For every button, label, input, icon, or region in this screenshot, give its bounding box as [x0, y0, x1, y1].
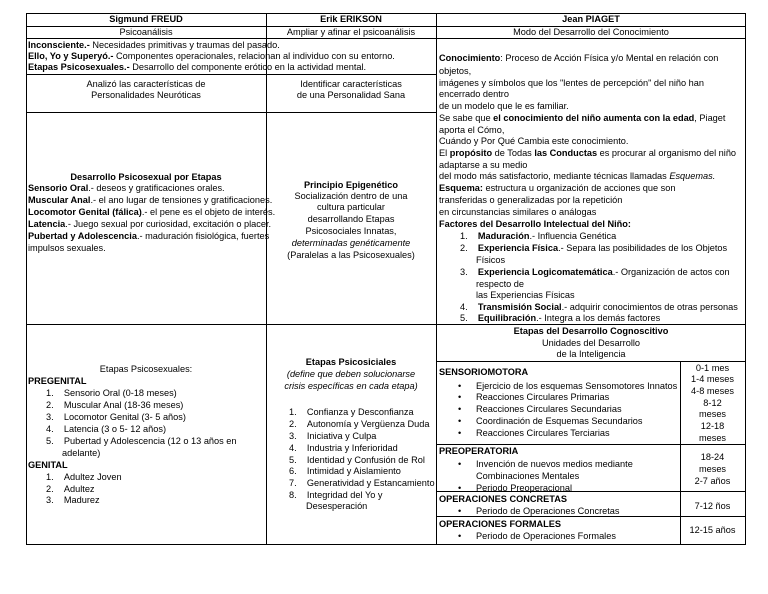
rule [436, 444, 746, 445]
stage-age: 12-15 años [689, 525, 736, 535]
freud-dev-item: Locomotor Genital (fálica).- el pene es el objeto de interés. [28, 207, 276, 217]
rule [745, 13, 746, 545]
piaget-factor: 1. Maduración.- Influencia Genética [460, 231, 617, 241]
stage-age: 4-8 meses [691, 386, 734, 396]
rule [26, 324, 746, 325]
piaget-factors-title: Factores del Desarrollo Intelectual del Niño: [439, 219, 631, 229]
erikson-stage-item: 1. Confianza y Desconfianza [289, 407, 414, 417]
erikson-stage-item: Desesperación [306, 501, 368, 511]
erikson-stages-sub: crisis específicas en cada etapa) [284, 381, 418, 391]
stage-item: • Reacciones Circulares Terciarias [476, 428, 610, 439]
freud-stage-group: GENITAL [28, 460, 68, 470]
erikson-principle-line: (Paralelas a las Psicosexuales) [287, 250, 415, 260]
erikson-stages-sub: (define que deben solucionarse [286, 369, 416, 379]
freud-concept: Ello, Yo y Superyó.- Componentes operacionales, relacionan al individuo con su entorno. [28, 51, 395, 61]
piaget-text: en circunstancias similares o análogas [439, 207, 597, 217]
piaget-factor: respecto de [476, 279, 525, 289]
freud-stage-item: 2. Muscular Anal (18-36 meses) [46, 400, 184, 410]
rule [26, 74, 436, 75]
piaget-text: Cuándo y Por Qué Cambia este conocimiento. [439, 136, 629, 146]
erikson-principle-line: Socialización dentro de una [294, 191, 408, 201]
erikson-stage-item: 4. Industria y Inferioridad [289, 443, 398, 453]
stage-age: 18-24 [700, 452, 725, 462]
stage-age: 1-4 meses [691, 374, 734, 384]
freud-stage-item: 3. Locomotor Genital (3- 5 años) [46, 412, 186, 422]
header-erikson: Erik ERIKSON [320, 14, 382, 24]
piaget-text: El propósito de Todas las Conductas es procurar al organismo del niño [439, 148, 737, 158]
stage-item: • Invención de nuevos medios mediante [476, 459, 633, 470]
stage-age: meses [698, 433, 727, 443]
subheader-erikson: Ampliar y afinar el psicoanálisis [286, 27, 416, 37]
rule [26, 38, 746, 39]
piaget-stages-title: de la Inteligencia [556, 349, 626, 359]
stage-age: 0-1 mes [695, 363, 730, 373]
freud-dev-title: Desarrollo Psicosexual por Etapas [70, 172, 222, 182]
rule [436, 13, 437, 545]
stage-age: 7-12 ños [694, 501, 731, 511]
stage-concretas: OPERACIONES CONCRETAS [439, 494, 567, 504]
piaget-text: del modo más satisfactorio, mediante técnicas llamadas Esquemas. [439, 171, 716, 181]
stage-age: meses [698, 409, 727, 419]
stage-age: 2-7 años [694, 476, 731, 486]
freud-concept: Inconsciente.- Necesidades primitivas y traumas del pasado. [28, 40, 280, 50]
freud-stage-item: 3. Madurez [46, 495, 100, 505]
erikson-principle-line: cultura particular [317, 202, 385, 212]
stage-preoperatoria: PREOPERATORIA [439, 446, 519, 456]
piaget-factor: 4. Transmisión Social.- adquirir conocimientos de otras personas [460, 302, 738, 312]
freud-stage-item: adelante) [62, 448, 101, 458]
stage-age: 12-18 [700, 421, 725, 431]
freud-stage-item: 2. Adultez [46, 484, 95, 494]
freud-concept: Etapas Psicosexuales.- Desarrollo del componente erótico en la actividad mental. [28, 62, 367, 72]
freud-stage-group: PREGENITAL [28, 376, 87, 386]
piaget-text: imágenes y símbolos que los "lentes de percepción" del niño han [439, 78, 704, 88]
stage-item: • Reacciones Circulares Secundarias [476, 404, 622, 415]
header-freud: Sigmund FREUD [109, 14, 183, 24]
header-piaget: Jean PIAGET [562, 14, 620, 24]
stage-item: Combinaciones Mentales [476, 471, 580, 481]
stage-item: • Periodo de Operaciones Concretas [476, 506, 620, 517]
stage-item: • Ejercicio de los esquemas Sensomotores Innatos [476, 381, 677, 392]
piaget-stages-title: Etapas del Desarrollo Cognoscitivo [513, 326, 669, 336]
erikson-principle-line: Psicosociales Innatas, [305, 226, 397, 236]
stage-item: • Reacciones Circulares Primarias [476, 392, 609, 403]
stage-item: • Periodo de Operaciones Formales [476, 531, 616, 542]
freud-stage-item: 4. Latencia (3 o 5- 12 años) [46, 424, 167, 434]
erikson-stage-item: 3. Iniciativa y Culpa [289, 431, 377, 441]
piaget-factor: Físicos [476, 255, 506, 265]
piaget-text: Se sabe que el conocimiento del niño aumenta con la edad, Piaget [439, 113, 726, 123]
piaget-text: Esquema: estructura u organización de acciones que son [439, 183, 676, 193]
piaget-stages-title: Unidades del Desarrollo [541, 338, 641, 348]
piaget-text: objetos, [439, 66, 472, 76]
piaget-text: encerrado dentro [439, 89, 509, 99]
stage-age: meses [698, 464, 727, 474]
subheader-freud: Psicoanálisis [119, 27, 173, 37]
piaget-factor: 2. Experiencia Física.- Separa las posibilidades de los Objetos [460, 243, 728, 253]
freud-stage-item: 5. Pubertad y Adolescencia (12 o 13 años en [46, 436, 237, 446]
erikson-stages-title: Etapas Psicosiciales [305, 357, 397, 367]
piaget-text: transferidas o generalizadas por la repetición [439, 195, 623, 205]
freud-dev-item: Latencia.- Juego sexual por curiosidad, excitación o placer. [28, 219, 272, 229]
rule [26, 544, 746, 545]
erikson-principle-line: determinadas genéticamente [291, 238, 411, 248]
erikson-stage-item: 7. Generatividad y Estancamiento [289, 478, 435, 488]
piaget-text: de un modelo que le es familiar. [439, 101, 569, 111]
stage-item: • Periodo Preoperacional [476, 483, 572, 494]
erikson-stage-item: 5. Identidad y Confusión de Rol [289, 455, 425, 465]
piaget-factor: las Experiencias Físicas [476, 290, 575, 300]
piaget-text: adaptarse a su medio [439, 160, 528, 170]
freud-dev-item: Muscular Anal.- el ano lugar de tensiones y gratificaciones. [28, 195, 273, 205]
freud-dev-item: impulsos sexuales. [28, 243, 106, 253]
freud-stage-item: 1. Sensorio Oral (0-18 meses) [46, 388, 177, 398]
rule [436, 361, 746, 362]
erikson-principle-title: Principio Epigenético [304, 180, 398, 190]
erikson-stage-item: 6. Intimidad y Aislamiento [289, 466, 401, 476]
piaget-text: aporta el Cómo, [439, 125, 505, 135]
piaget-factor: 3. Experiencia Logicomatemática.- Organización de actos con [460, 267, 730, 277]
subheader-piaget: Modo del Desarrollo del Conocimiento [513, 27, 669, 37]
freud-analysis: Personalidades Neuróticas [91, 90, 201, 100]
piaget-text: Conocimiento: Proceso de Acción Física y/o Mental en relación con [439, 53, 719, 63]
erikson-analysis: de una Personalidad Sana [296, 90, 406, 100]
freud-dev-item: Sensorio Oral.- deseos y gratificaciones orales. [28, 183, 225, 193]
freud-dev-item: Pubertad y Adolescencia.- maduración fisiológica, fuertes [28, 231, 270, 241]
stage-formales: OPERACIONES FORMALES [439, 519, 561, 529]
erikson-principle-line: desarrollando Etapas [307, 214, 395, 224]
stage-sensoriomotora: SENSORIOMOTORA [439, 367, 529, 377]
stage-item: • Coordinación de Esquemas Secundarios [476, 416, 643, 427]
freud-stage-item: 1. Adultez Joven [46, 472, 122, 482]
erikson-stage-item: 2. Autonomía y Vergüenza Duda [289, 419, 430, 429]
rule [26, 112, 436, 113]
erikson-analysis: Identificar características [300, 79, 402, 89]
piaget-factor: 5. Equilibración.- Integra a los demás factores [460, 313, 661, 323]
freud-stages-title: Etapas Psicosexuales: [99, 364, 193, 374]
freud-analysis: Analizó las características de [86, 79, 206, 89]
erikson-stage-item: 8. Integridad del Yo y [289, 490, 383, 500]
stage-age: 8-12 [703, 398, 722, 408]
